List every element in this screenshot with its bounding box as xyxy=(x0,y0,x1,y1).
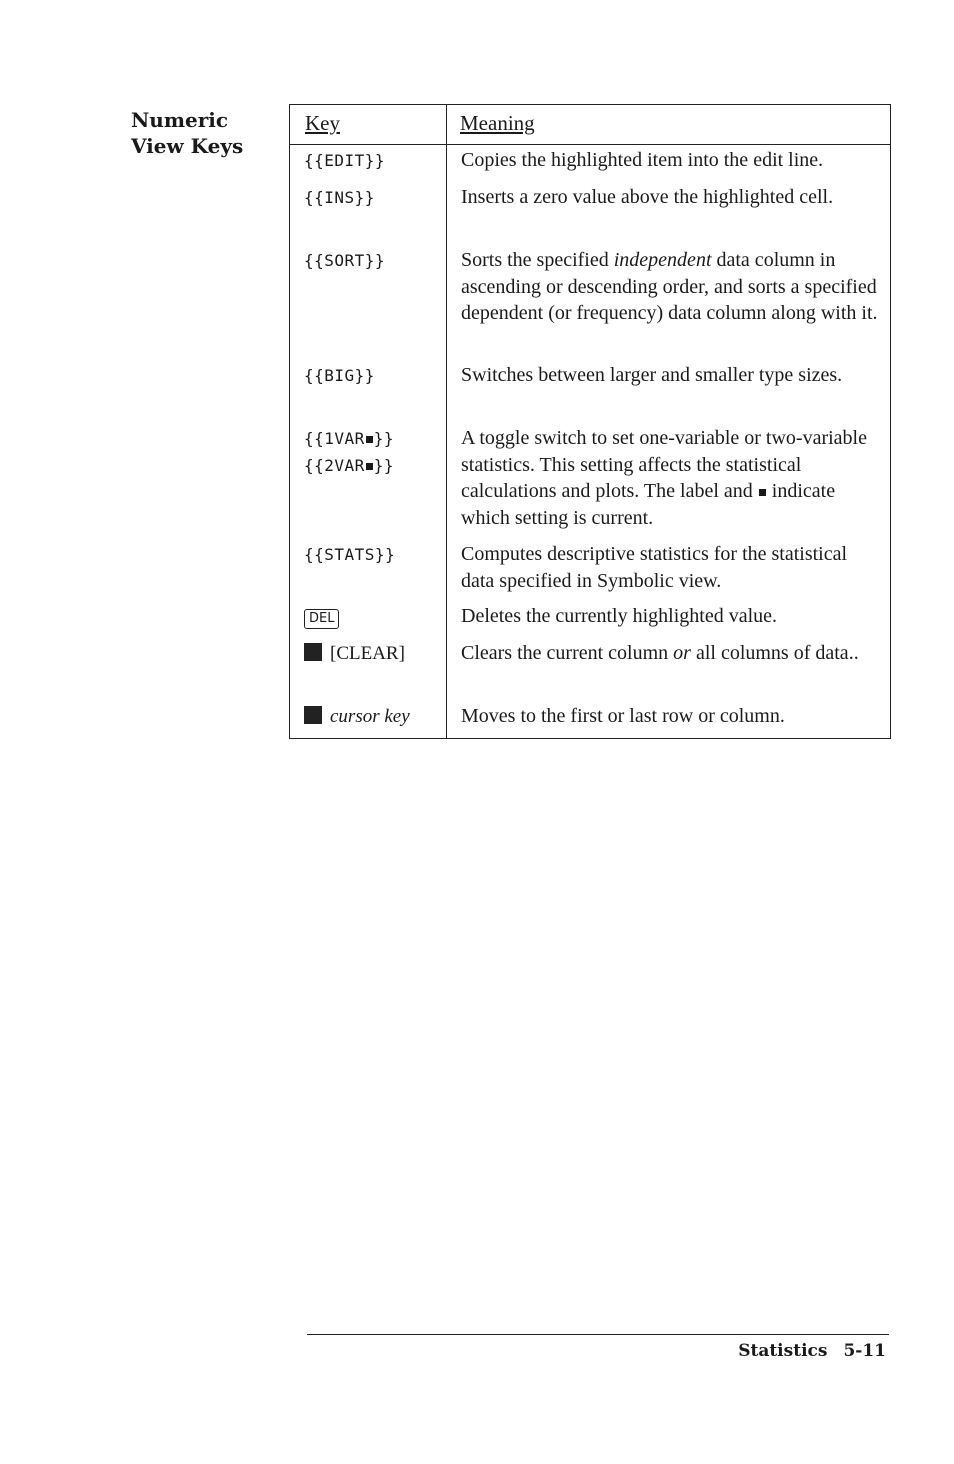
meaning-del: Deletes the currently highlighted value. xyxy=(461,605,778,627)
meaning-var-toggle: A toggle switch to set one-variable or two-variable statistics. This setting affects the statistical calculations and plots. The label and indicate which setting is current. xyxy=(461,427,867,529)
header-key: Key xyxy=(305,111,340,135)
key-ins: {{INS}} xyxy=(304,188,375,207)
key-stats: {{STATS}} xyxy=(304,545,396,564)
meaning-edit: Copies the highlighted item into the edit line. xyxy=(461,149,824,171)
chapter-name: Statistics xyxy=(738,1341,828,1361)
key-edit: {{EDIT}} xyxy=(304,151,386,170)
key-cursor: cursor key xyxy=(304,703,410,730)
shift-key-icon xyxy=(304,643,322,661)
section-heading: Numeric View Keys xyxy=(131,108,244,158)
key-clear: [CLEAR] xyxy=(304,640,405,667)
key-big: {{BIG}} xyxy=(304,366,375,385)
shift-key-icon xyxy=(304,706,322,724)
meaning-ins: Inserts a zero value above the highlighted cell. xyxy=(461,186,834,208)
selected-marker-icon xyxy=(366,463,373,470)
key-meaning-table xyxy=(289,104,891,739)
meaning-sort: Sorts the specified independent data column in ascending or descending order, and sorts a specified dependent (or frequency) data column along with it. xyxy=(461,249,878,324)
header-divider xyxy=(290,144,890,145)
meaning-cursor: Moves to the first or last row or column. xyxy=(461,705,785,727)
meaning-clear: Clears the current column or all columns of data.. xyxy=(461,642,859,664)
footer-rule xyxy=(307,1334,889,1335)
header-meaning: Meaning xyxy=(460,111,535,135)
column-divider xyxy=(446,105,447,738)
meaning-big: Switches between larger and smaller type sizes. xyxy=(461,364,843,386)
selected-marker-icon xyxy=(759,489,766,496)
key-del xyxy=(304,603,339,630)
key-var-toggle: {{1VAR }} {{2VAR }} xyxy=(304,429,395,475)
selected-marker-icon xyxy=(366,436,373,443)
page-number: 5-11 xyxy=(843,1341,886,1361)
key-sort: {{SORT}} xyxy=(304,251,386,270)
meaning-stats: Computes descriptive statistics for the statistical data specified in Symbolic view. xyxy=(461,543,848,592)
page-footer xyxy=(738,1341,886,1361)
del-key-icon: DEL xyxy=(304,609,339,629)
